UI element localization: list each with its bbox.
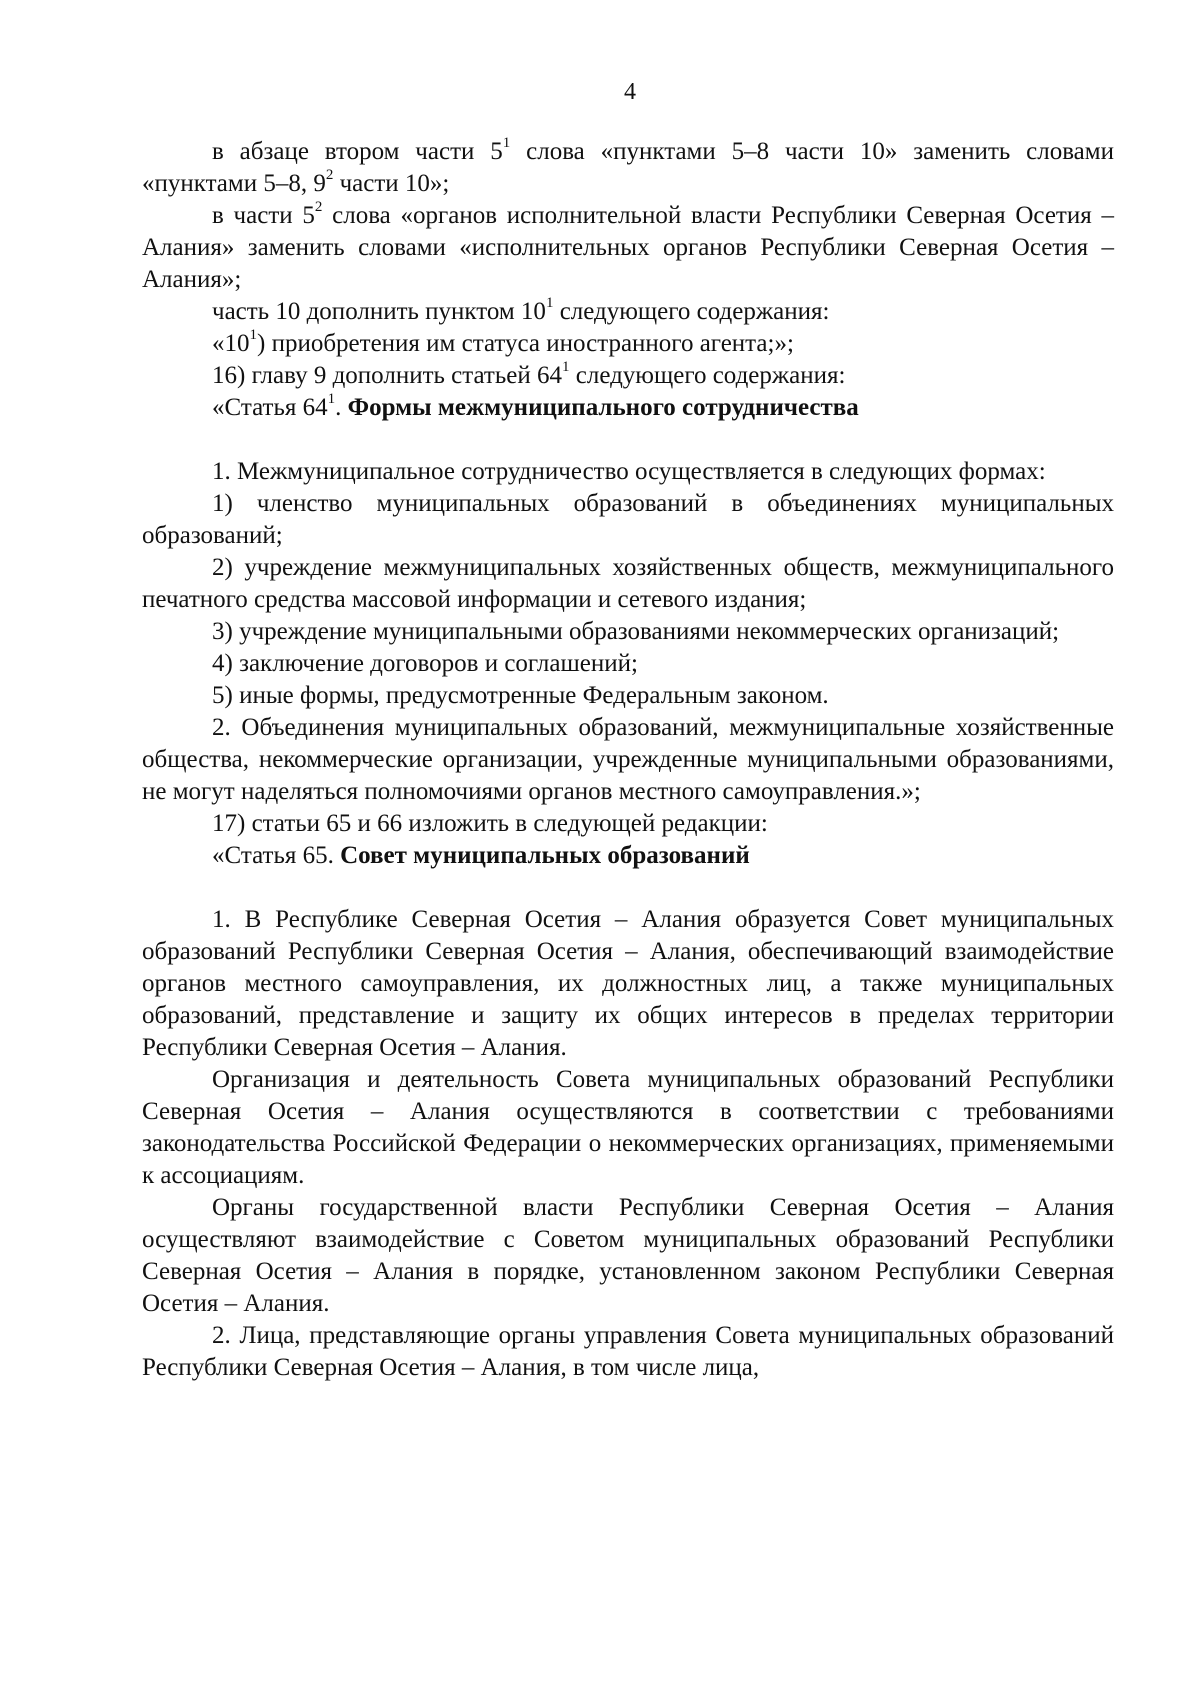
paragraph-article-64-1-part-1: 1. Межмуниципальное сотрудничество осуществляется в следующих формах: [212,458,1046,485]
paragraph-item-10-1 [142,328,1114,360]
paragraph-form-4: 4) заключение договоров и соглашений; [212,650,638,677]
superscript: 1 [562,358,570,375]
paragraph-form-2: 2) учреждение межмуниципальных хозяйственных обществ, межмуниципального печатного средства массовой информации и сетевого издания; [142,554,1114,613]
article-65-heading [142,840,1114,872]
page-number: 4 [624,79,636,105]
paragraph-text: ) приобретения им статуса иностранного агента;»; [257,330,794,357]
paragraph-article-65-part-2: 2. Лица, представляющие органы управления Совета муниципальных образований Республики Северная Осетия – Алания, в том числе лица, [142,1322,1114,1381]
heading-text: «Статья 64 [212,394,328,421]
document-body [142,136,1114,1384]
paragraph-text: следующего содержания: [553,298,830,325]
paragraph-text: часть 10 дополнить пунктом 10 [212,298,546,325]
paragraph-item-17: 17) статьи 65 и 66 изложить в следующей редакции: [212,810,768,837]
paragraph-text: в части 5 [212,202,315,229]
paragraph-text: в абзаце втором части 5 [212,138,503,165]
paragraph-text: следующего содержания: [569,362,846,389]
heading-text: . [335,394,348,421]
paragraph-amendment-part-10 [142,296,1114,328]
paragraph-item-16 [142,360,1114,392]
paragraph-article-65-interaction: Органы государственной власти Республики Северная Осетия – Алания осуществляют взаимодействие с Советом муниципальных образований Республики Северная Осетия – Алания в порядке, установленном законом Республики Северная Осетия – Алания. [142,1194,1114,1317]
article-64-1-heading [142,392,1114,424]
paragraph-text: части 10»; [333,170,450,197]
paragraph-amendment-part-5-2 [142,200,1114,296]
superscript: 1 [502,134,511,151]
paragraph-form-1: 1) членство муниципальных образований в объединениях муниципальных образований; [142,490,1114,549]
superscript: 1 [249,326,257,343]
paragraph-text: 16) главу 9 дополнить статьей 64 [212,362,562,389]
paragraph-amendment-part-5-1 [142,136,1114,200]
paragraph-text: слова «пунктами 5–8 части 10» заменить словами «пунктами 5–8, 9 [142,138,1114,197]
heading-text: «Статья 65. [212,842,341,869]
paragraph-article-65-organization: Организация и деятельность Совета муниципальных образований Республики Северная Осетия – Алания осуществляются в соответствии с требованиями законодательства Российской Федерации о некоммерческих организациях, применяемыми к ассоциациям. [142,1066,1114,1189]
paragraph-form-3: 3) учреждение муниципальными образованиями некоммерческих организаций; [212,618,1060,645]
paragraph-text: слова «органов исполнительной власти Республики Северная Осетия – Алания» заменить словами «исполнительных органов Республики Северная Осетия – Алания»; [142,202,1114,293]
article-title: Формы межмуниципального сотрудничества [347,394,859,421]
superscript: 2 [325,166,334,183]
superscript: 2 [314,198,323,215]
article-title: Совет муниципальных образований [340,842,750,869]
superscript: 1 [327,390,336,407]
paragraph-form-5: 5) иные формы, предусмотренные Федеральным законом. [212,682,829,709]
paragraph-text: «10 [212,330,250,357]
paragraph-article-64-1-part-2: 2. Объединения муниципальных образований, межмуниципальные хозяйственные общества, некоммерческие организации, учрежденные муниципальными образованиями, не могут наделяться полномочиями органов местного самоуправления.»; [142,714,1114,805]
superscript: 1 [545,294,554,311]
paragraph-article-65-part-1: 1. В Республике Северная Осетия – Алания образуется Совет муниципальных образований Республики Северная Осетия – Алания, обеспечивающий взаимодействие органов местного самоуправления, их должностных лиц, а также муниципальных образований, представление и защиту их общих интересов в пределах территории Республики Северная Осетия – Алания. [142,906,1114,1061]
